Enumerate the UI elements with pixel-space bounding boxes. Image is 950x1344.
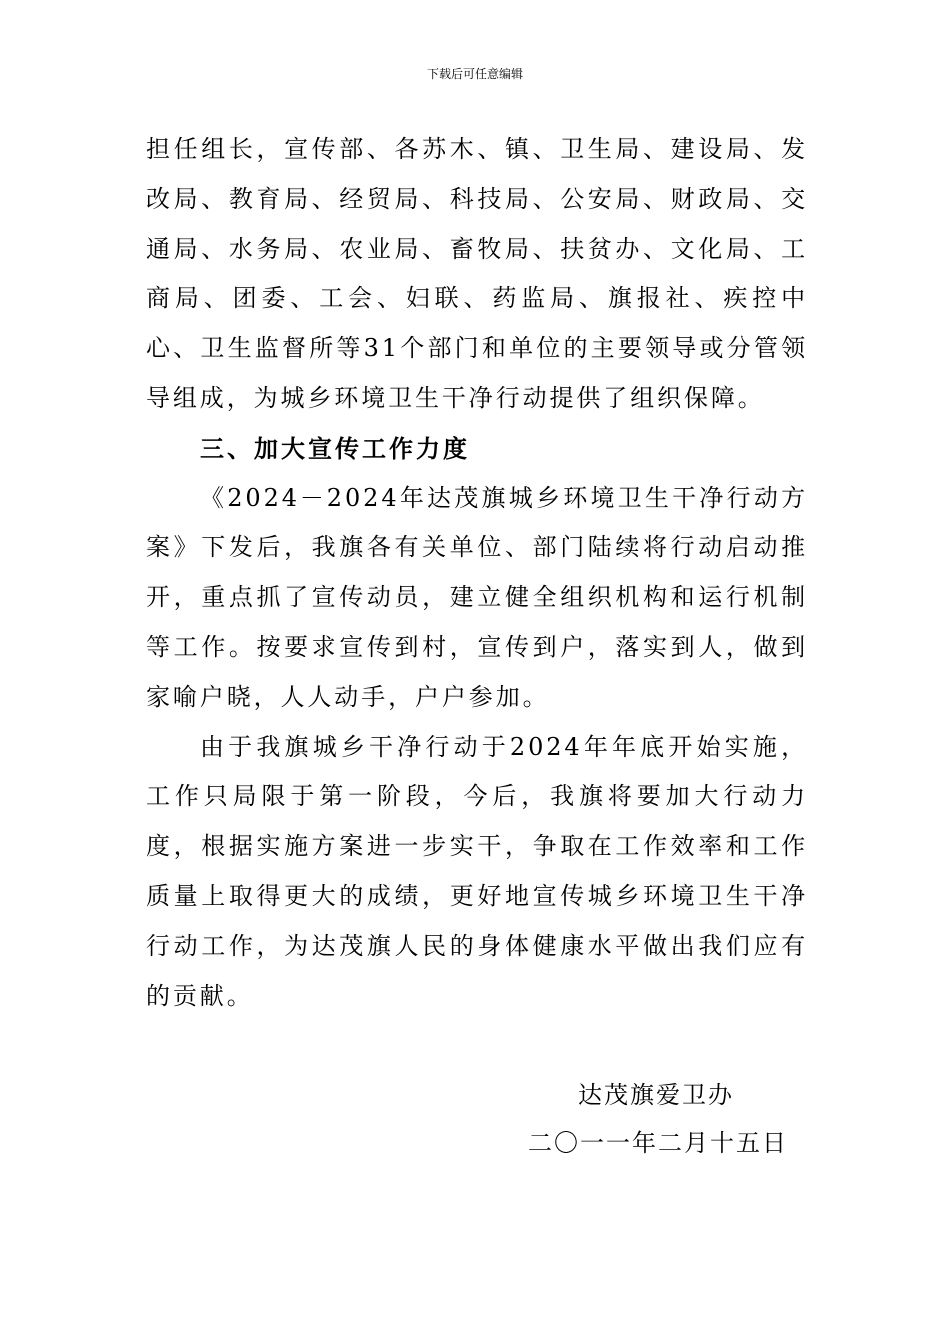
page-header-note: 下载后可任意编辑 xyxy=(426,67,523,81)
section-heading-publicity: 三、加大宣传工作力度 xyxy=(200,433,470,463)
signature-date: 二〇一一年二月十五日 xyxy=(528,1129,788,1157)
document-body xyxy=(146,125,808,1021)
paragraph-future-work: 由于我旗城乡干净行动于2024年年底开始实施，工作只局限于第一阶段，今后，我旗将要加大行动力度，根据实施方案进一步实干，争取在工作效率和工作质量上取得更大的成绩，更好地宣传城乡环境卫生干净行动工作，为达茂旗人民的身体健康水平做出我们应有的贡献。 xyxy=(146,732,808,1010)
paragraph-leading-members: 担任组长，宣传部、各苏木、镇、卫生局、建设局、发改局、教育局、经贸局、科技局、公安局、财政局、交通局、水务局、农业局、畜牧局、扶贫办、文化局、工商局、团委、工会、妇联、药监局、旗报社、疾控中心、卫生监督所等31个部门和单位的主要领导或分管领导组成，为城乡环境卫生干净行动提供了组织保障。 xyxy=(146,135,808,412)
paragraph-publicity: 《2024－2024年达茂旗城乡环境卫生干净行动方案》下发后，我旗各有关单位、部门陆续将行动启动推开，重点抓了宣传动员，建立健全组织机构和运行机制等工作。按要求宣传到村，宣传到户，落实到人，做到家喻户晓，人人动手，户户参加。 xyxy=(146,483,808,711)
signature-organization: 达茂旗爱卫办 xyxy=(578,1081,734,1109)
